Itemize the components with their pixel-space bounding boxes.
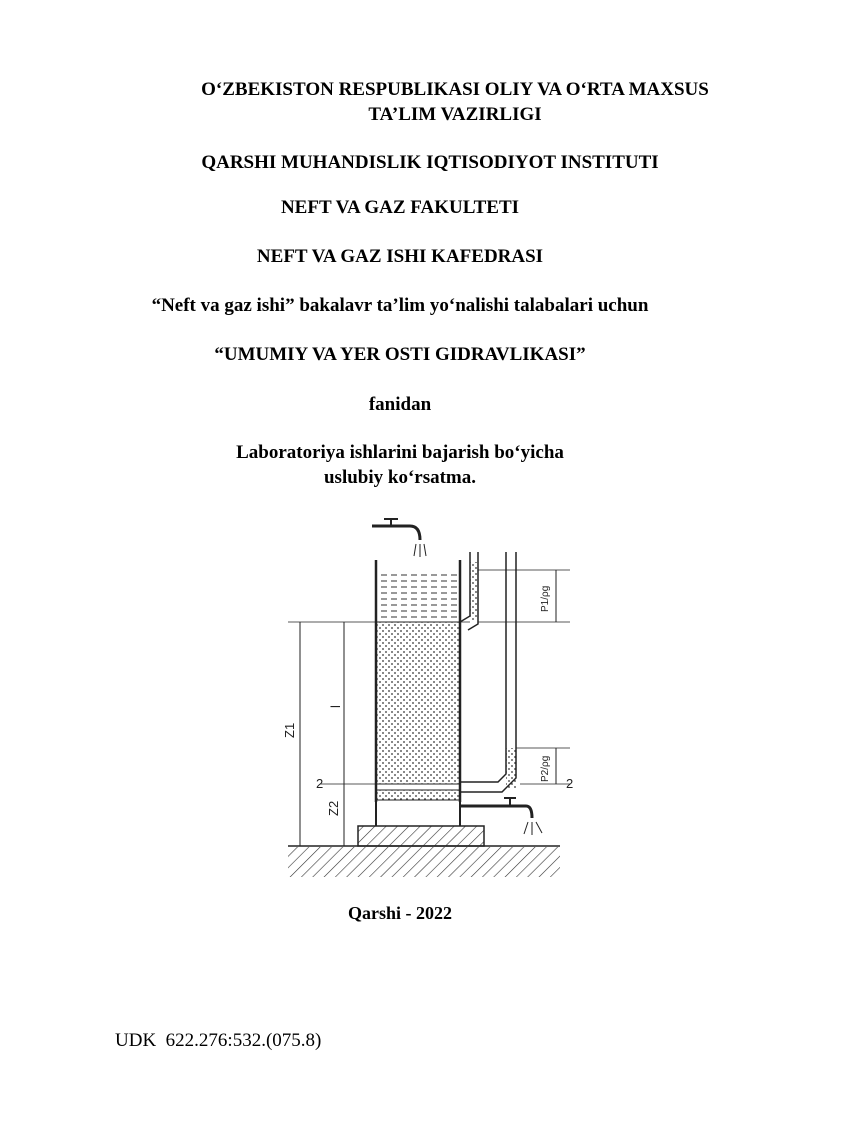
piezometer-tube-1 — [460, 552, 478, 630]
department-name: NEFT VA GAZ ISHI KAFEDRASI — [256, 246, 544, 267]
subject-title: “UMUMIY VA YER OSTI GIDRAVLIKASI” — [214, 344, 586, 365]
faculty-name: NEFT VA GAZ FAKULTETI — [280, 197, 520, 218]
document-title-line-1: Laboratoriya ishlarini bajarish bo‘yicha — [236, 442, 564, 463]
piezometer-tube-2 — [460, 552, 516, 792]
section-right-label: 2 — [566, 776, 574, 791]
ministry-title-line-2: TA’LIM VAZIRLIGI — [368, 104, 542, 125]
l-label: l — [328, 705, 343, 708]
ground-hatch — [288, 847, 560, 877]
darcy-apparatus-diagram — [270, 512, 574, 882]
audience-line: “Neft va gaz ishi” bakalavr ta’lim yo‘nalishi talabalari uchun — [151, 295, 649, 316]
city-year: Qarshi - 2022 — [347, 903, 452, 923]
ministry-title-line-1: O‘ZBEKISTON RESPUBLIKASI OLIY VA O‘RTA MAXSUS — [201, 79, 709, 100]
p1-rho-g-label: P1/ρg — [540, 585, 551, 612]
fanidan-label: fanidan — [368, 394, 432, 415]
z1-label: Z1 — [282, 722, 297, 738]
institute-name: QARSHI MUHANDISLIK IQTISODIYOT INSTITUTI — [201, 152, 659, 173]
udk-code: UDK 622.276:532.(075.8) — [115, 1030, 322, 1051]
z2-label: Z2 — [326, 800, 341, 816]
section-left-label: 2 — [316, 776, 324, 791]
p2-rho-g-label: P2/ρg — [540, 755, 551, 782]
base-block — [358, 826, 484, 846]
filter-vessel — [376, 560, 460, 802]
document-title-line-2: uslubiy ko‘rsatma. — [323, 467, 477, 488]
water-tap-icon — [372, 519, 426, 557]
